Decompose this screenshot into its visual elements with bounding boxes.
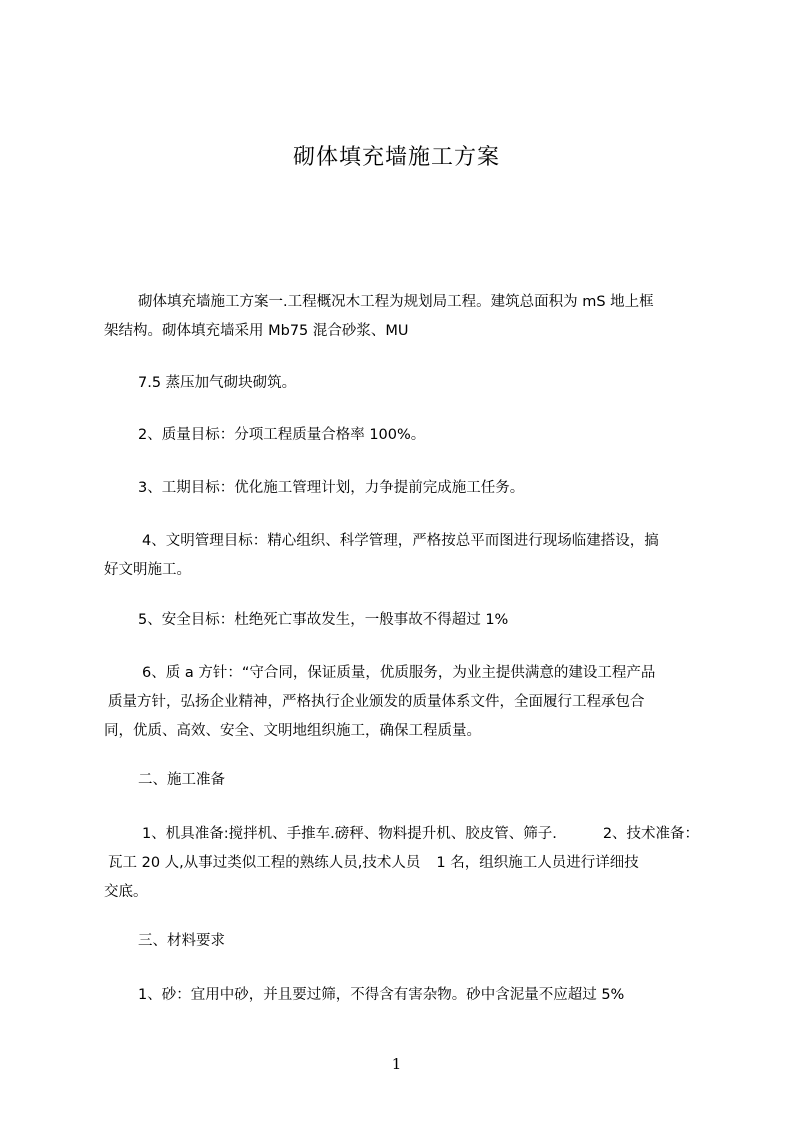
paragraph-safety-goal	[104, 606, 704, 635]
paragraph-line: 2、质量目标：分项工程质量合格率 100%。	[138, 427, 426, 443]
paragraph-civil-management-goal	[104, 527, 704, 585]
page-number: 1	[391, 1055, 402, 1073]
paragraph-preparation-details	[104, 820, 704, 907]
paragraph-line: 同，优质、高效、安全、文明地组织施工，确保工程质量。	[104, 723, 481, 739]
staffing-text: 瓦工 20 人,从事过类似工程的熟练人员,技术人员	[108, 855, 421, 871]
paragraph-line: 3、工期目标：优化施工管理计划，力争提前完成施工任务。	[138, 480, 525, 496]
section-heading-material-requirements	[104, 927, 704, 956]
paragraph-block-material	[104, 369, 704, 398]
paragraph-quality-goal	[104, 421, 704, 450]
section-heading: 二、施工准备	[138, 772, 225, 788]
paragraph-line: 砌体填充墙施工方案一.工程概况木工程为规划局工程。建筑总面积为 mS 地上框	[138, 294, 654, 310]
paragraph-schedule-goal	[104, 474, 704, 503]
paragraph-line: 4、文明管理目标：精心组织、科学管理，严格按总平而图进行现场临建搭设，搞	[142, 533, 659, 549]
section-heading: 三、材料要求	[138, 933, 225, 949]
document-title: 砌体填充墙施工方案	[292, 145, 500, 170]
paragraph-line: 1、砂：宜用中砂，并且要过筛，不得含有害杂物。砂中含泥量不应超过 5%	[138, 987, 625, 1003]
equipment-preparation-text: 1、机具准备:搅拌机、手推车.磅秤、物料提升机、胶皮管、筛子.	[142, 826, 557, 842]
paragraph-line: 好文明施工。	[104, 562, 191, 578]
paragraph-line	[104, 820, 704, 849]
paragraph-sand-requirements	[104, 981, 704, 1010]
paragraph-project-overview	[104, 288, 704, 346]
paragraph-line	[104, 849, 704, 878]
paragraph-line: 质量方针，弘扬企业精神，严格执行企业颁发的质量体系文件，全面履行工程承包合	[108, 694, 645, 710]
paragraph-line: 7.5 蒸压加气砌块砌筑。	[138, 375, 297, 391]
paragraph-line: 架结构。砌体填充墙采用 Mb75 混合砂浆、MU	[104, 323, 409, 339]
paragraph-quality-policy	[104, 659, 704, 746]
paragraph-line: 5、安全目标：杜绝死亡事故发生，一般事故不得超过 1%	[138, 612, 509, 628]
section-heading-construction-preparation	[104, 766, 704, 795]
paragraph-line: 6、质 a 方针：“守合同，保证质量，优质服务，为业主提供满意的建设工程产品	[142, 665, 656, 681]
paragraph-line: 交底。	[104, 884, 148, 900]
technical-staff-text: 1 名，组织施工人员进行详细技	[436, 855, 639, 871]
technical-preparation-text: 2、技术准备：	[602, 826, 700, 842]
